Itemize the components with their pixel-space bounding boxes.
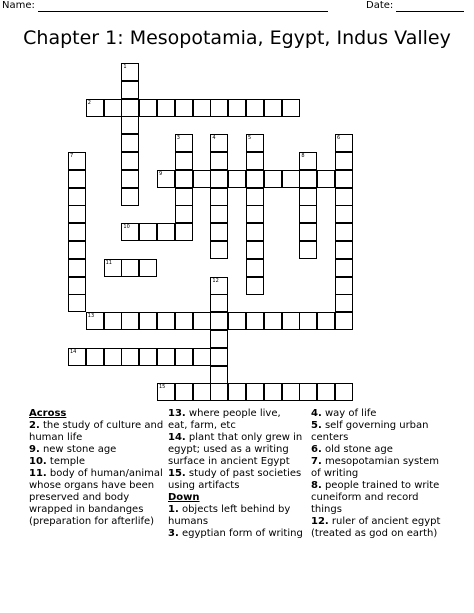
grid-cell[interactable] [246,312,264,330]
grid-cell[interactable] [282,99,300,117]
grid-cell[interactable] [175,223,193,241]
clue-item [168,408,303,432]
grid-cell[interactable] [86,348,104,366]
grid-cell[interactable] [68,170,86,188]
grid-cell[interactable] [282,383,300,401]
across-clue-list-continued [168,408,303,492]
grid-cell[interactable] [210,312,228,330]
grid-cell[interactable] [121,134,139,152]
grid-cell[interactable] [175,312,193,330]
grid-cell[interactable] [193,383,211,401]
grid-cell[interactable] [246,241,264,259]
grid-cell[interactable] [121,170,139,188]
down-heading: Down [168,492,200,503]
grid-cell[interactable] [299,170,317,188]
grid-cell[interactable] [210,223,228,241]
grid-cell[interactable] [335,259,353,277]
clue-item [311,408,446,420]
grid-cell[interactable] [246,170,264,188]
clue-item [29,456,164,468]
cell-number: 12 [212,277,219,284]
grid-cell[interactable] [210,294,228,312]
clue-number: 10. [29,456,47,467]
grid-cell[interactable] [210,134,228,152]
grid-cell[interactable] [335,277,353,295]
clue-text: new stone age [39,444,117,455]
cell-number: 7 [70,153,74,159]
clue-number: 6. [311,444,322,455]
grid-cell[interactable] [68,205,86,223]
grid-cell[interactable] [264,312,282,330]
grid-cell[interactable] [193,348,211,366]
grid-cell[interactable] [210,366,228,384]
grid-cell[interactable] [210,99,228,117]
grid-cell[interactable] [121,259,139,277]
clue-text: mesopotamian system of writing [311,456,439,479]
clue-number: 7. [311,456,322,467]
down-clue-list-continued [311,408,446,540]
grid-cell[interactable] [121,152,139,170]
clue-number: 9. [29,444,40,455]
clue-text: study of past societies using artifacts [168,468,302,491]
grid-cell[interactable] [175,134,193,152]
cell-number: 4 [212,135,216,142]
cell-number: 15 [159,384,166,391]
clue-item [168,528,303,540]
grid-cell[interactable] [139,312,157,330]
grid-cell[interactable] [228,312,246,330]
grid-cell[interactable] [157,383,175,401]
clue-column-3 [311,408,446,540]
cell-number: 5 [248,135,252,142]
grid-cell[interactable] [68,241,86,259]
grid-cell[interactable] [299,383,317,401]
grid-cell[interactable] [68,188,86,206]
clue-number: 13. [168,408,186,419]
page-title: Chapter 1: Mesopotamia, Egypt, Indus Valley [23,27,451,49]
down-clue-list [168,504,303,540]
grid-cell[interactable] [246,152,264,170]
grid-cell[interactable] [335,294,353,312]
grid-cell[interactable] [68,348,86,366]
grid-cell[interactable] [299,152,317,170]
clue-number: 8. [311,480,322,491]
clue-text: temple [46,456,85,467]
grid-cell[interactable] [246,99,264,117]
grid-cell[interactable] [335,170,353,188]
grid-cell[interactable] [139,223,157,241]
clue-text: where people live, eat, farm, etc [168,408,281,431]
clue-item [311,480,446,516]
clue-column-2 [168,408,303,540]
grid-cell[interactable] [104,312,122,330]
grid-cell[interactable] [68,223,86,241]
clue-number: 14. [168,432,186,443]
clue-text: body of human/animal whose organs have been preserved and body wrapped in bandanges (preparation for afterlife) [29,468,163,527]
clue-item [311,516,446,540]
grid-cell[interactable] [157,348,175,366]
grid-cell[interactable] [246,383,264,401]
clue-number: 4. [311,408,322,419]
grid-cell[interactable] [317,170,335,188]
clue-number: 5. [311,420,322,431]
grid-cell[interactable] [210,152,228,170]
grid-cell[interactable] [335,241,353,259]
clue-text: plant that only grew in egypt; used as a writing surface in ancient Egypt [168,432,303,467]
grid-cell[interactable] [139,99,157,117]
clue-item [311,420,446,444]
grid-cell[interactable] [86,312,104,330]
grid-cell[interactable] [193,312,211,330]
cell-number: 1 [123,64,127,70]
clue-item [311,456,446,480]
grid-cell[interactable] [210,170,228,188]
grid-cell[interactable] [157,170,175,188]
grid-cell[interactable] [335,152,353,170]
grid-cell[interactable] [121,312,139,330]
grid-cell[interactable] [175,99,193,117]
clue-text: the study of culture and human life [29,420,164,443]
cell-number: 14 [70,348,77,355]
grid-cell[interactable] [68,259,86,277]
grid-cell[interactable] [299,205,317,223]
grid-cell[interactable] [68,152,86,170]
grid-cell[interactable] [335,383,353,401]
grid-cell[interactable] [228,99,246,117]
clue-item [168,468,303,492]
grid-cell[interactable] [335,312,353,330]
grid-cell[interactable] [139,259,157,277]
grid-cell[interactable] [121,348,139,366]
grid-cell[interactable] [175,170,193,188]
grid-cell[interactable] [86,99,104,117]
clue-number: 3. [168,528,179,539]
across-clue-list [29,420,164,528]
grid-cell[interactable] [299,223,317,241]
clue-item [168,504,303,528]
grid-cell[interactable] [175,152,193,170]
grid-cell[interactable] [246,277,264,295]
cell-number: 13 [87,313,95,320]
grid-cell[interactable] [121,81,139,99]
clue-number: 1. [168,504,179,515]
clue-text: objects left behind by humans [168,504,291,527]
grid-cell[interactable] [282,312,300,330]
cell-number: 2 [87,99,91,106]
grid-cell[interactable] [121,116,139,134]
grid-cell[interactable] [104,348,122,366]
cell-number: 3 [176,135,180,142]
grid-cell[interactable] [210,241,228,259]
grid-cell[interactable] [104,99,122,117]
grid-cell[interactable] [210,348,228,366]
clue-item [311,444,446,456]
clue-column-1 [29,408,164,528]
grid-cell[interactable] [264,383,282,401]
grid-cell[interactable] [157,223,175,241]
grid-cell[interactable] [193,170,211,188]
grid-cell[interactable] [121,99,139,117]
clue-item [29,420,164,444]
grid-cell[interactable] [68,277,86,295]
clue-item [168,432,303,468]
grid-cell[interactable] [246,134,264,152]
grid-cell[interactable] [157,99,175,117]
grid-cell[interactable] [317,312,335,330]
grid-cell[interactable] [104,259,122,277]
clue-text: ruler of ancient egypt (treated as god on earth) [311,516,441,539]
grid-cell[interactable] [193,99,211,117]
grid-cell[interactable] [246,223,264,241]
grid-cell[interactable] [228,170,246,188]
grid-cell[interactable] [228,383,246,401]
grid-cell[interactable] [68,294,86,312]
grid-cell[interactable] [121,63,139,81]
date-label: Date: [366,0,394,11]
grid-cell[interactable] [175,348,193,366]
grid-cell[interactable] [335,188,353,206]
clue-number: 12. [311,516,329,527]
grid-cell[interactable] [335,205,353,223]
cell-number: 9 [159,170,163,177]
across-heading: Across [29,408,67,419]
grid-cell[interactable] [157,312,175,330]
clue-number: 11. [29,468,47,479]
grid-cell[interactable] [317,383,335,401]
cell-number: 6 [337,135,341,142]
clue-number: 15. [168,468,186,479]
grid-cell[interactable] [210,205,228,223]
grid-cell[interactable] [264,170,282,188]
grid-cell[interactable] [121,188,139,206]
grid-cell[interactable] [139,348,157,366]
cell-number: 8 [301,153,305,159]
grid-cell[interactable] [210,330,228,348]
cell-number: 11 [105,259,112,266]
grid-cell[interactable] [299,241,317,259]
clue-text: egyptian form of writing [178,528,303,539]
grid-cell[interactable] [121,223,139,241]
grid-cell[interactable] [246,259,264,277]
grid-cell[interactable] [282,170,300,188]
grid-cell[interactable] [210,383,228,401]
clue-number: 2. [29,420,40,431]
grid-cell[interactable] [175,188,193,206]
grid-cell[interactable] [210,277,228,295]
grid-cell[interactable] [175,205,193,223]
clue-item [29,444,164,456]
clue-text: way of life [321,408,377,419]
grid-cell[interactable] [246,188,264,206]
clue-text: self governing urban centers [311,420,429,443]
grid-cell[interactable] [335,223,353,241]
grid-cell[interactable] [335,134,353,152]
clue-text: people trained to write cuneiform and record things [311,480,440,515]
grid-cell[interactable] [299,188,317,206]
grid-cell[interactable] [246,205,264,223]
grid-cell[interactable] [299,312,317,330]
clue-text: old stone age [321,444,393,455]
grid-cell[interactable] [264,99,282,117]
grid-cell[interactable] [210,188,228,206]
grid-cell[interactable] [175,383,193,401]
cell-number: 10 [123,224,130,231]
name-label: Name: [2,0,35,11]
clue-item [29,468,164,528]
